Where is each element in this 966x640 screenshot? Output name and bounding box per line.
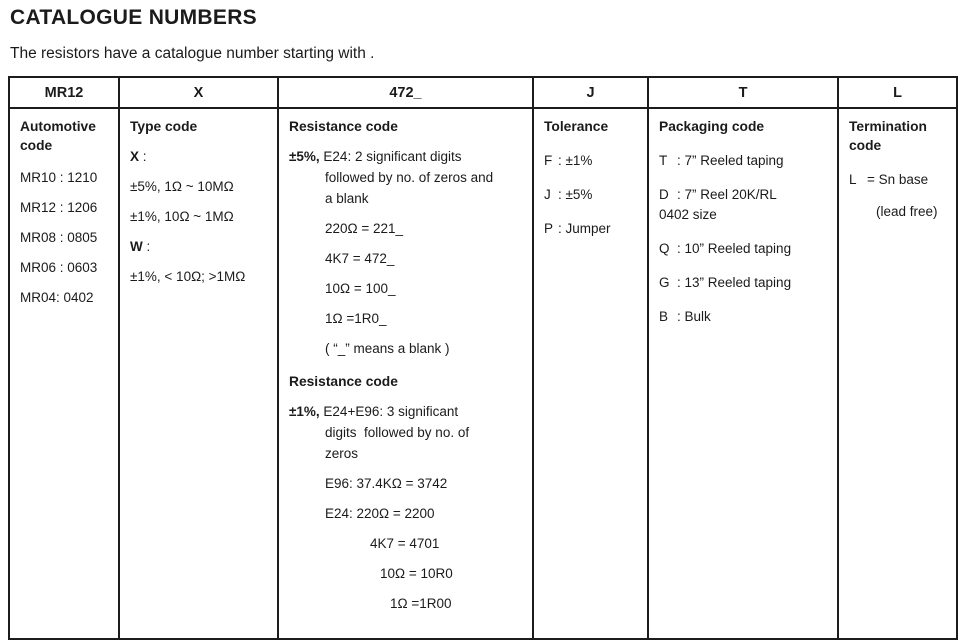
resistance-rule-2-bold: ±1%, bbox=[289, 404, 320, 419]
resistance-example: 1Ω =1R0_ bbox=[325, 311, 387, 326]
table-body-row bbox=[9, 108, 957, 639]
resistance-rule-1-rest: E24: 2 significant digits bbox=[319, 149, 462, 164]
packaging-item bbox=[659, 274, 827, 292]
header-resistance-code: 472_ bbox=[278, 77, 533, 108]
resistance-example: 4K7 = 472_ bbox=[325, 251, 395, 266]
tolerance-title: Tolerance bbox=[544, 119, 609, 134]
packaging-item bbox=[659, 308, 827, 326]
header-type-code: X bbox=[119, 77, 278, 108]
packaging-item-desc: : 10” Reeled taping bbox=[677, 241, 792, 256]
type-w-letter: W bbox=[130, 239, 143, 254]
automotive-item: MR04: 0402 bbox=[20, 290, 94, 305]
type-code-x-rule: ±5%, 1Ω ~ 10MΩ bbox=[130, 179, 234, 194]
resistance-example: 220Ω = 221_ bbox=[325, 221, 404, 236]
resistance-example: 4K7 = 4701 bbox=[370, 536, 440, 551]
type-code-w-label bbox=[130, 238, 267, 256]
type-code-x-label bbox=[130, 148, 267, 166]
cell-packaging-code bbox=[648, 108, 838, 639]
termination-code-title: Termination code bbox=[849, 119, 931, 153]
packaging-code-title: Packaging code bbox=[659, 119, 765, 134]
tolerance-item-code: F bbox=[544, 153, 553, 168]
cell-termination-code bbox=[838, 108, 957, 639]
resistance-rule-2-cont: zeros bbox=[325, 446, 359, 461]
cell-tolerance bbox=[533, 108, 648, 639]
packaging-item-desc: : 13” Reeled taping bbox=[677, 275, 792, 290]
automotive-item: MR10 : 1210 bbox=[20, 170, 98, 185]
packaging-item-desc: : 7” Reeled taping bbox=[677, 153, 784, 168]
type-x-letter: X bbox=[130, 149, 140, 164]
packaging-item-desc: : Bulk bbox=[677, 309, 711, 324]
type-code-title: Type code bbox=[130, 119, 198, 134]
packaging-item bbox=[659, 152, 827, 170]
type-code-w-rule: ±1%, < 10Ω; >1MΩ bbox=[130, 269, 246, 284]
tolerance-item-desc: : Jumper bbox=[558, 221, 611, 236]
resistance-code-title-1: Resistance code bbox=[289, 119, 398, 134]
resistance-rule-2-rest: E24+E96: 3 significant bbox=[319, 404, 459, 419]
automotive-item: MR06 : 0603 bbox=[20, 260, 98, 275]
resistance-blank-note: ( “_” means a blank ) bbox=[325, 341, 450, 356]
tolerance-item bbox=[544, 220, 637, 238]
packaging-item-code: B bbox=[659, 309, 669, 324]
resistance-example: 10Ω = 100_ bbox=[325, 281, 396, 296]
tolerance-item-desc: : ±1% bbox=[558, 153, 593, 168]
termination-item bbox=[849, 171, 946, 189]
cell-resistance-code bbox=[278, 108, 533, 639]
resistance-example: E24: 220Ω = 2200 bbox=[325, 506, 435, 521]
resistance-example: 1Ω =1R00 bbox=[390, 596, 452, 611]
type-x-colon: : bbox=[139, 149, 147, 164]
page-title: CATALOGUE NUMBERS bbox=[10, 6, 257, 29]
tolerance-item bbox=[544, 152, 637, 170]
resistance-rule-1 bbox=[289, 148, 522, 166]
header-termination-code: L bbox=[838, 77, 957, 108]
table-header-row bbox=[9, 77, 957, 108]
automotive-item: MR08 : 0805 bbox=[20, 230, 98, 245]
packaging-item-desc: : 7” Reel 20K/RL bbox=[677, 187, 777, 202]
header-packaging-code: T bbox=[648, 77, 838, 108]
packaging-item bbox=[659, 186, 827, 204]
resistance-rule-1-cont: followed by no. of zeros and bbox=[325, 170, 494, 185]
catalogue-number-table bbox=[8, 76, 958, 640]
tolerance-item-code: J bbox=[544, 187, 551, 202]
resistance-code-title-2: Resistance code bbox=[289, 374, 398, 389]
packaging-item-code: T bbox=[659, 153, 668, 168]
intro-text: The resistors have a catalogue number starting with . bbox=[10, 45, 375, 62]
header-automotive-code: MR12 bbox=[9, 77, 119, 108]
tolerance-item-code: P bbox=[544, 221, 554, 236]
automotive-item: MR12 : 1206 bbox=[20, 200, 98, 215]
resistance-example: 10Ω = 10R0 bbox=[380, 566, 453, 581]
packaging-item-code: Q bbox=[659, 241, 670, 256]
resistance-rule-1-bold: ±5%, bbox=[289, 149, 320, 164]
termination-item-code: L bbox=[849, 172, 857, 187]
packaging-item-code: G bbox=[659, 275, 670, 290]
header-tolerance-code: J bbox=[533, 77, 648, 108]
resistance-rule-2 bbox=[289, 403, 522, 421]
tolerance-item bbox=[544, 186, 637, 204]
cell-automotive-code bbox=[9, 108, 119, 639]
tolerance-item-desc: : ±5% bbox=[558, 187, 593, 202]
type-w-colon: : bbox=[142, 239, 151, 254]
resistance-rule-2-cont: digits followed by no. of bbox=[325, 425, 470, 440]
type-code-x-rule: ±1%, 10Ω ~ 1MΩ bbox=[130, 209, 234, 224]
resistance-example: E96: 37.4KΩ = 3742 bbox=[325, 476, 448, 491]
automotive-code-title: Automotive code bbox=[20, 119, 100, 153]
termination-item-desc: = Sn base bbox=[867, 172, 929, 187]
packaging-item bbox=[659, 240, 827, 258]
packaging-item-code: D bbox=[659, 187, 669, 202]
packaging-item-wrap-line: 0402 size bbox=[659, 207, 717, 222]
resistance-rule-1-cont: a blank bbox=[325, 191, 369, 206]
cell-type-code bbox=[119, 108, 278, 639]
termination-lead-free-note: (lead free) bbox=[876, 204, 938, 219]
